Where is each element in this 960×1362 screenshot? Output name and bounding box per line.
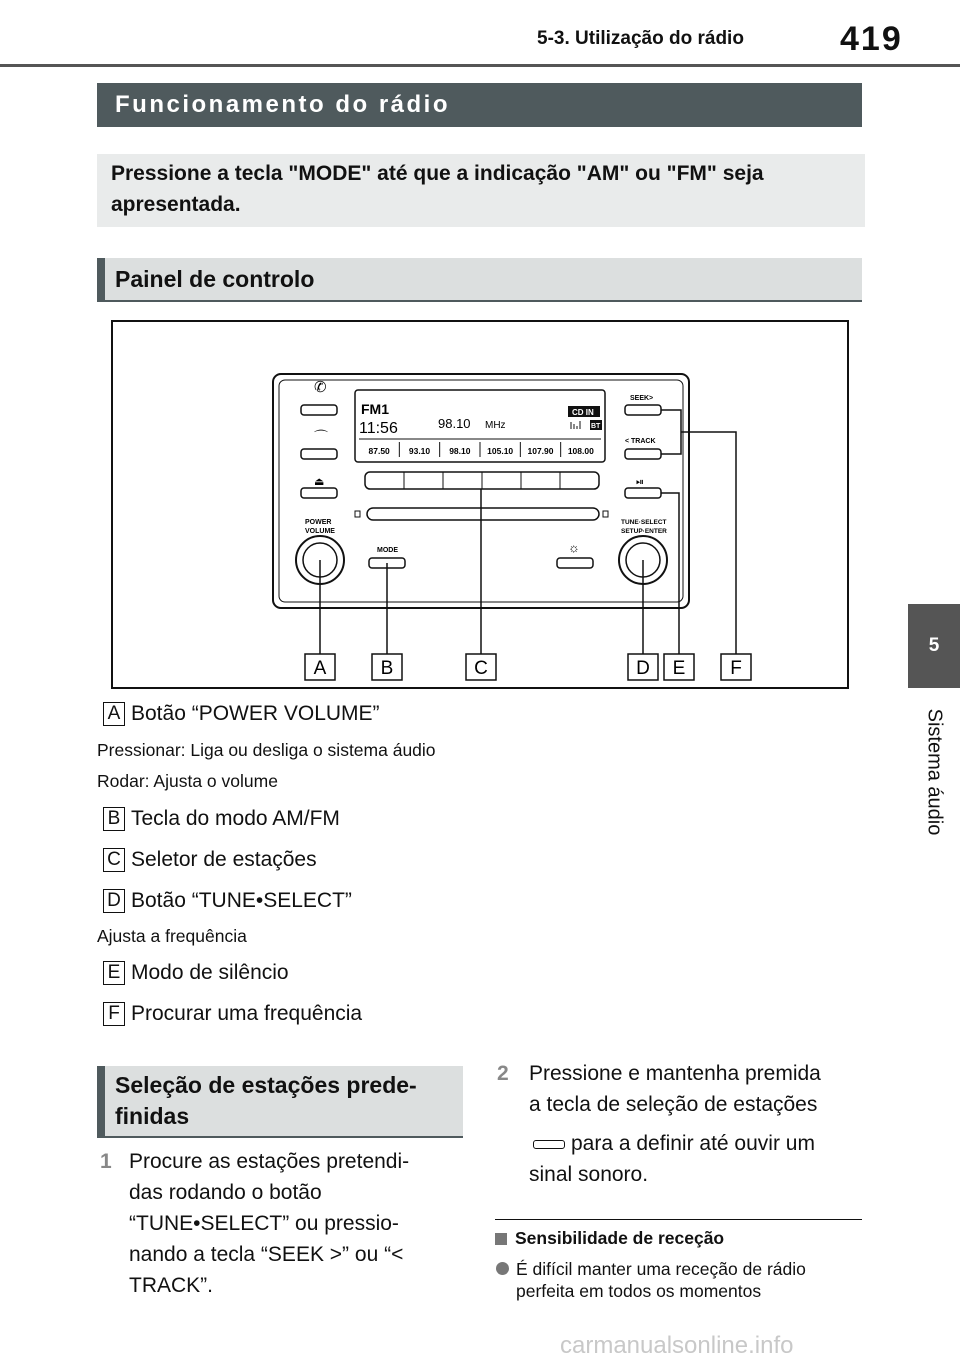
eject-button — [301, 488, 337, 498]
brightness-button — [557, 558, 593, 568]
legend-label: Botão “POWER VOLUME” — [131, 702, 380, 725]
display-frequency: 98.10 — [438, 416, 471, 431]
step-1-line: nando a tecla “SEEK >” ou “< — [129, 1243, 404, 1266]
eject-icon: ⏏ — [314, 476, 325, 488]
display-clock: 11:56 — [359, 420, 398, 437]
preset-stations-heading — [97, 1066, 463, 1138]
step-2-line: Pressione e mantenha premida — [529, 1062, 821, 1085]
instruction-box — [97, 154, 865, 227]
seek-label: SEEK> — [630, 395, 654, 402]
letter-box: F — [103, 1002, 125, 1026]
legend-item-a — [103, 702, 380, 726]
control-panel-heading: Painel de controlo — [97, 258, 862, 302]
instruction-line-2: apresentada. — [111, 193, 241, 216]
volume-label: VOLUME — [305, 528, 335, 535]
preset-frequency: 105.10 — [487, 446, 514, 456]
page-number: 419 — [840, 20, 903, 58]
callout-letter: E — [672, 658, 686, 679]
page-heading: Funcionamento do rádio — [97, 83, 862, 127]
tune-select-label: TUNE·SELECT — [621, 519, 667, 526]
letter-box: E — [103, 961, 125, 985]
instruction-line-1: Pressione a tecla "MODE" até que a indicação "AM" ou "FM" seja — [111, 162, 764, 185]
power-label: POWER — [305, 519, 332, 526]
legend-label: Botão “TUNE•SELECT” — [131, 889, 352, 912]
letter-box: A — [103, 702, 125, 726]
legend-label: Procurar uma frequência — [131, 1002, 363, 1025]
section-title: 5-3. Utilização do rádio — [537, 28, 744, 49]
sensitivity-line: perfeita em todos os momentos — [516, 1281, 762, 1301]
legend-label: Tecla do modo AM/FM — [131, 807, 340, 830]
sensitivity-title — [495, 1228, 724, 1249]
phone-icon: ✆ — [314, 379, 327, 396]
preset-frequency: 93.10 — [408, 446, 431, 456]
step-2-line: a tecla de seleção de estações — [529, 1093, 818, 1116]
letter-box: D — [103, 889, 125, 913]
play-pause-icon: ⏯ — [636, 477, 644, 488]
step-1-line: das rodando o botão — [129, 1181, 322, 1204]
legend-label: Seletor de estações — [131, 848, 317, 871]
sensitivity-text — [516, 1258, 866, 1302]
display-band: FM1 — [361, 401, 389, 417]
note-press: Pressionar: Liga ou desliga o sistema áudio — [97, 740, 436, 760]
callout-letter: F — [730, 658, 742, 679]
callout-labels — [305, 654, 751, 680]
step-2 — [497, 1058, 867, 1198]
seek-button — [625, 405, 661, 415]
callout-letter: A — [313, 658, 327, 679]
preset-frequency: 98.10 — [449, 446, 471, 456]
step-number: 2 — [497, 1062, 509, 1085]
chapter-label: Sistema áudio — [923, 708, 946, 836]
legend-item-f — [103, 1002, 362, 1026]
preset-frequency: 87.50 — [368, 446, 390, 456]
hangup-icon: ⌒ — [314, 429, 328, 445]
chapter-tab: 5 — [908, 604, 960, 688]
note-frequency: Ajusta a frequência — [97, 926, 247, 946]
legend-item-b — [103, 807, 340, 831]
step-1 — [97, 1146, 477, 1306]
setup-enter-label: SETUP·ENTER — [621, 528, 667, 535]
note-rotate: Rodar: Ajusta o volume — [97, 771, 278, 791]
legend-item-c — [103, 848, 317, 872]
brightness-icon: ☼ — [568, 540, 580, 555]
radio-panel-illustration — [113, 322, 847, 687]
mode-label: MODE — [377, 547, 398, 554]
radio-panel-figure — [111, 320, 849, 689]
callout-letter: B — [380, 658, 394, 679]
step-1-line: TRACK”. — [129, 1274, 213, 1297]
legend-label: Modo de silêncio — [131, 961, 289, 984]
preset-heading-line-1: Seleção de estações prede- — [115, 1072, 417, 1098]
header-rule — [0, 64, 960, 67]
circle-bullet-icon — [496, 1262, 509, 1275]
legend-item-d — [103, 889, 352, 913]
preset-heading-line-2: finidas — [115, 1103, 190, 1129]
watermark: carmanualsonline.info — [560, 1332, 794, 1359]
track-button — [625, 449, 661, 459]
preset-frequency: 108.00 — [567, 446, 594, 456]
bt-badge: BT — [591, 423, 601, 430]
phone-button — [301, 405, 337, 415]
sensitivity-title-text: Sensibilidade de receção — [515, 1228, 725, 1248]
hangup-button — [301, 449, 337, 459]
sensitivity-rule — [495, 1219, 862, 1220]
letter-box: C — [103, 848, 125, 872]
preset-button-icon — [533, 1140, 565, 1149]
display-unit: MHz — [485, 420, 506, 431]
legend-item-e — [103, 961, 289, 985]
track-label: < TRACK — [625, 438, 656, 445]
step-2-line: para a definir até ouvir um — [571, 1132, 815, 1155]
letter-box: B — [103, 807, 125, 831]
cd-badge: CD IN — [572, 408, 594, 417]
square-bullet-icon — [495, 1233, 507, 1245]
step-2-line: sinal sonoro. — [529, 1163, 649, 1186]
step-number: 1 — [100, 1150, 112, 1173]
sensitivity-line: É difícil manter uma receção de rádio — [516, 1259, 806, 1279]
preset-frequency: 107.90 — [527, 446, 554, 456]
callout-letter: D — [636, 658, 650, 679]
step-1-line: “TUNE•SELECT” ou pressio- — [129, 1212, 399, 1235]
play-pause-button — [625, 488, 661, 498]
step-1-line: Procure as estações pretendi- — [129, 1150, 410, 1173]
callout-letter: C — [474, 658, 488, 679]
cd-slot — [367, 508, 599, 520]
